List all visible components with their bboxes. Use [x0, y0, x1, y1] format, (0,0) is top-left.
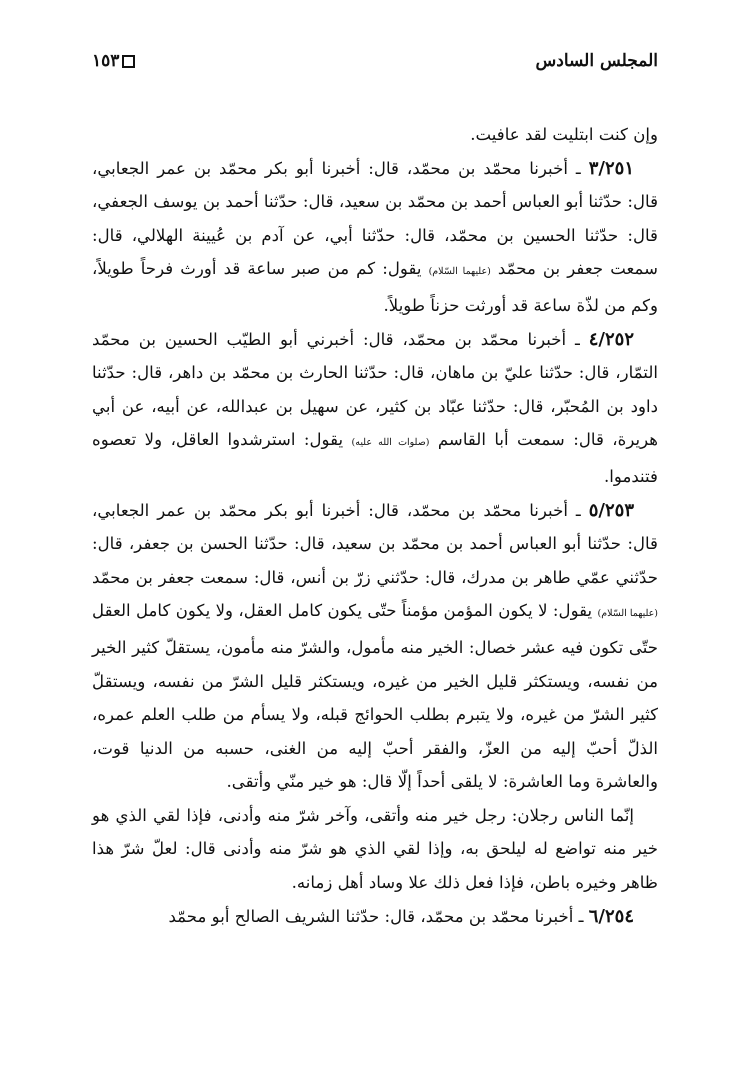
chapter-title: المجلس السادس: [535, 51, 658, 71]
hadith-number: ٦/٢٥٤: [588, 905, 634, 927]
square-ornament-icon: [122, 55, 135, 68]
honorific: (عليهما السّلام): [597, 608, 659, 620]
running-header: [92, 46, 658, 76]
hadith-253: [92, 494, 658, 799]
hadith-text: ـ أخبرنا محمّد بن محمّد، قال: أخبرنا أبو بكر محمّد بن عمر الجعابي، قال: حدّثنا أبو العباس أحمد بن محمّد بن سعيد، قال: حدّثنا الحسن بن جعفر، قال: حدّثني عمّي طاهر بن مدرك، قال: حدّثني زرّ بن أنس، قال: سمعت جعفر بن محمّد: [92, 500, 658, 587]
hadith-text: ـ أخبرنا محمّد بن محمّد، قال: حدّثنا الشريف الصالح أبو محمّد: [168, 906, 589, 926]
hadith-252: [92, 323, 658, 494]
hadith-number: ٤/٢٥٢: [588, 328, 634, 350]
page-number: [92, 51, 135, 71]
hadith-text-end: يقول: كم من صبر ساعة قد أورث فرحاً طويلاً، وكم من لذّة ساعة قد أورثت حزناً طويلاً.: [92, 259, 658, 315]
hadith-number: ٣/٢٥١: [588, 157, 634, 179]
page-body: [92, 118, 658, 933]
honorific: (صلوات الله عليه): [351, 437, 430, 449]
hadith-number: ٥/٢٥٣: [588, 499, 634, 521]
honorific: (عليهما السّلام): [428, 266, 491, 278]
hadith-text: ـ أخبرنا محمّد بن محمّد، قال: أخبرني أبو الطيّب الحسين بن محمّد التمّار، قال: حدّثنا عليّ بن ماهان، قال: حدّثنا الحارث بن محمّد بن داهر، قال: حدّثنا داود بن المُحبّر، قال: حدّثنا عبّاد بن كثير، عن سهيل بن عبدالله، عن أبيه، عن أبي هريرة، قال: سمعت أبا القاسم: [92, 329, 659, 450]
paragraph-text: إنّما الناس رجلان: رجل خير منه وأتقى، وآخر شرّ منه وأدنى، فإذا لقي الذي هو خير منه تواضع له ليلحق به، وإذا لقي الذي هو شرّ منه وأدنى قال: لعلّ شرّ هذا ظاهر وخيره باطن، فإذا فعل ذلك علا وساد أهل زمانه.: [92, 805, 658, 893]
hadith-text-end: يقول: لا يكون المؤمن مؤمناً حتّى يكون كامل العقل، ولا يكون كامل العقل حتّى تكون فيه عشر خصال: الخير منه مأمول، والشرّ منه مأمون، يستقلّ كثير الخير من نفسه، ويستكثر قليل الخير من غيره، ويستكثر قليل الشرّ من نفسه، ويستقلّ كثير الشرّ من غيره، ولا يتبرم بطلب الحوائج قبله، ولا يسأم من طلب العلم عمره، الذلّ أحبّ إليه من العزّ، والفقر أحبّ إليه من الغنى، حسبه من الدنيا قوت، والعاشرة وما العاشرة: لا يلقى أحداً إلّا قال: هو خير منّي وأتقى.: [92, 601, 658, 792]
page-number-text: ١٥٣: [92, 51, 120, 71]
hadith-254: [92, 900, 658, 934]
commentary-paragraph: [92, 799, 658, 900]
hadith-text: ـ أخبرنا محمّد بن محمّد، قال: أخبرنا أبو بكر محمّد بن عمر الجعابي، قال: حدّثنا أبو العباس أحمد بن محمّد بن سعيد، قال: حدّثنا أحمد بن يوسف الجعفي، قال: حدّثنا الحسين بن محمّد، قال: حدّثنا أبي، عن آدم بن عُيينة الهلالي، قال: سمعت جعفر بن محمّد: [92, 158, 658, 279]
hadith-251: [92, 152, 658, 323]
paragraph-text: وإن كنت ابتليت لقد عافيت.: [470, 125, 658, 144]
paragraph-continuation: [92, 118, 658, 152]
hadith-text-end: يقول: استرشدوا العاقل، ولا تعصوه فتندموا.: [92, 430, 658, 486]
